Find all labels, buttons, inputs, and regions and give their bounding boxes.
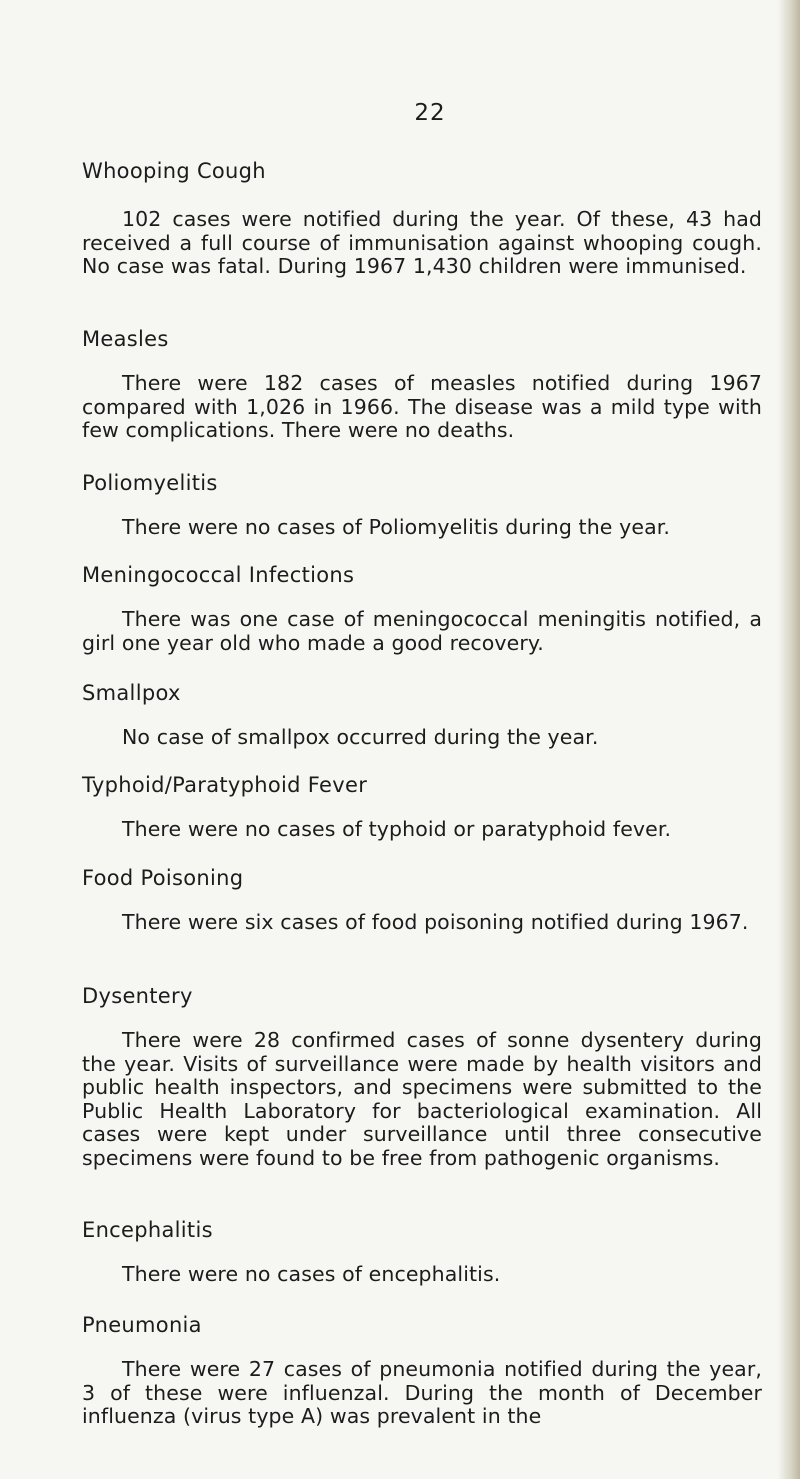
section-paragraph: 102 cases were notified during the year. Of these, 43 had received a full course of immunisation against whooping cough. No case was fatal. During 1967 1,430 children were immunised.	[82, 207, 762, 278]
section-heading: Poliomyelitis	[82, 471, 218, 495]
section-dysentery	[82, 983, 762, 1191]
section-paragraph: There were 27 cases of pneumonia notified during the year, 3 of these were influenzal. During the month of December influenza (virus type A) was prevalent in the	[82, 1357, 762, 1428]
section-meningococcal-infections	[82, 562, 762, 676]
section-smallpox	[82, 680, 762, 770]
section-heading: Pneumonia	[82, 1313, 202, 1337]
section-heading: Smallpox	[82, 681, 181, 705]
section-heading: Typhoid/Paratyphoid Fever	[82, 773, 368, 797]
section-paragraph: There were 28 confirmed cases of sonne dysentery during the year. Visits of surveillance were made by health visitors and public health inspectors, and specimens were submitted to the Public Health Laboratory for bacteriological examination. All cases were kept under surveillance until three consecutive specimens were found to be free from pathogenic organisms.	[82, 1028, 762, 1170]
section-typhoid-paratyphoid-fever	[82, 772, 762, 862]
section-food-poisoning	[82, 865, 762, 955]
section-heading: Meningococcal Infections	[82, 563, 355, 587]
section-paragraph: There were 182 cases of measles notified during 1967 compared with 1,026 in 1966. The disease was a mild type with few complications. There were no deaths.	[82, 371, 762, 442]
section-poliomyelitis	[82, 470, 762, 560]
page-number: 22	[414, 100, 446, 126]
section-measles	[82, 326, 762, 463]
section-heading: Food Poisoning	[82, 866, 244, 890]
section-heading: Whooping Cough	[82, 159, 266, 183]
section-whooping-cough	[82, 158, 762, 299]
section-heading: Encephalitis	[82, 1218, 213, 1242]
section-paragraph: There were no cases of encephalitis.	[122, 1262, 501, 1286]
page-edge-shadow	[778, 0, 800, 1479]
section-paragraph: There were no cases of typhoid or paratyphoid fever.	[122, 817, 672, 841]
section-encephalitis	[82, 1217, 762, 1307]
section-pneumonia	[82, 1312, 762, 1449]
section-heading: Dysentery	[82, 984, 193, 1008]
section-paragraph: There was one case of meningococcal meningitis notified, a girl one year old who made a good recovery.	[82, 607, 762, 655]
section-paragraph: There were six cases of food poisoning notified during 1967.	[122, 910, 749, 934]
section-heading: Measles	[82, 327, 169, 351]
section-paragraph: There were no cases of Poliomyelitis during the year.	[122, 515, 670, 539]
section-paragraph: No case of smallpox occurred during the year.	[122, 725, 599, 749]
